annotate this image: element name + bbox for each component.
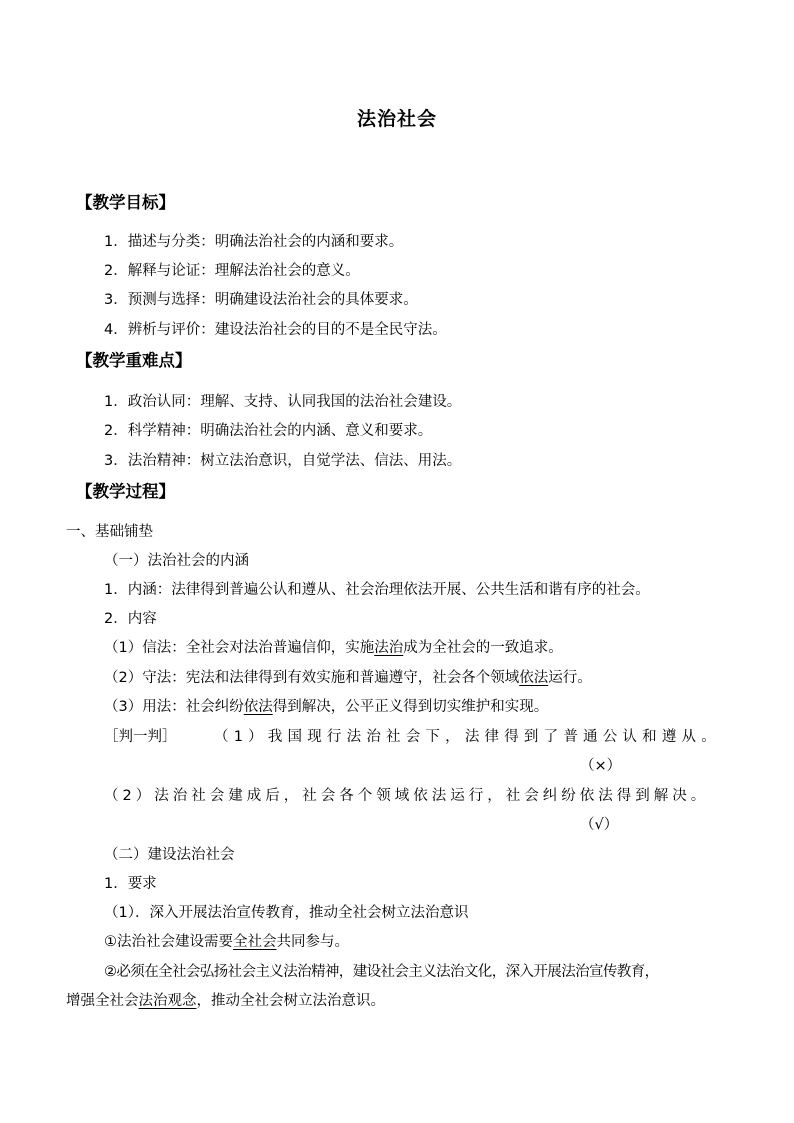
- judge-item: （2）法治社会建成后，社会各个领域依法运行，社会纠纷依法得到解决。: [104, 788, 710, 804]
- page-title: 法治社会: [356, 108, 437, 130]
- judge-answer: （√）: [580, 817, 619, 833]
- judge-answer: （×）: [580, 758, 622, 774]
- subsection-title: （二）建设法治社会: [104, 847, 235, 863]
- objective-item: 3．预测与选择：明确建设法治社会的具体要求。: [104, 292, 418, 308]
- content-item: （3）用法：社会纠纷依法得到解决，公平正义得到切实维护和实现。: [104, 699, 549, 715]
- objective-item: 2．解释与论证：理解法治社会的意义。: [104, 263, 360, 279]
- subsection-title: （一）法治社会的内涵: [104, 553, 249, 569]
- judge-item: （1）我国现行法治社会下，法律得到了普通公认和遵从。: [214, 729, 721, 745]
- objectives-heading: 【教学目标】: [76, 193, 175, 212]
- key-point-item: 3．法治精神：树立法治意识，自觉学法、信法、用法。: [104, 453, 462, 469]
- requirement-item: （1）．深入开展法治宣传教育，推动全社会树立法治意识: [104, 905, 469, 921]
- process-heading: 【教学过程】: [76, 482, 175, 501]
- requirement-point: ①法治社会建设需要全社会共同参与。: [104, 934, 349, 950]
- content-label: 2．内容: [104, 611, 157, 627]
- part-title: 一、基础铺垫: [66, 524, 153, 540]
- requirement-point-continued: 增强全社会法治观念，推动全社会树立法治意识。: [66, 993, 385, 1009]
- objective-item: 1．描述与分类：明确法治社会的内涵和要求。: [104, 234, 404, 250]
- key-point-item: 1．政治认同：理解、支持、认同我国的法治社会建设。: [104, 394, 462, 410]
- judge-label: ［判一判］: [104, 729, 177, 745]
- connotation-text: 1．内涵：法律得到普遍公认和遵从、社会治理依法开展、公共生活和谐有序的社会。: [104, 582, 650, 598]
- content-item: （2）守法：宪法和法律得到有效实施和普遍遵守，社会各个领域依法运行。: [104, 670, 592, 686]
- content-item: （1）信法：全社会对法治普遍信仰，实施法治成为全社会的一致追求。: [104, 640, 563, 656]
- key-point-item: 2．科学精神：明确法治社会的内涵、意义和要求。: [104, 423, 433, 439]
- key-points-heading: 【教学重难点】: [76, 351, 192, 370]
- requirement-label: 1．要求: [104, 876, 157, 892]
- objective-item: 4．辨析与评价：建设法治社会的目的不是全民守法。: [104, 322, 447, 338]
- requirement-point: ②必须在全社会弘扬社会主义法治精神，建设社会主义法治文化，深入开展法治宣传教育，: [104, 964, 659, 980]
